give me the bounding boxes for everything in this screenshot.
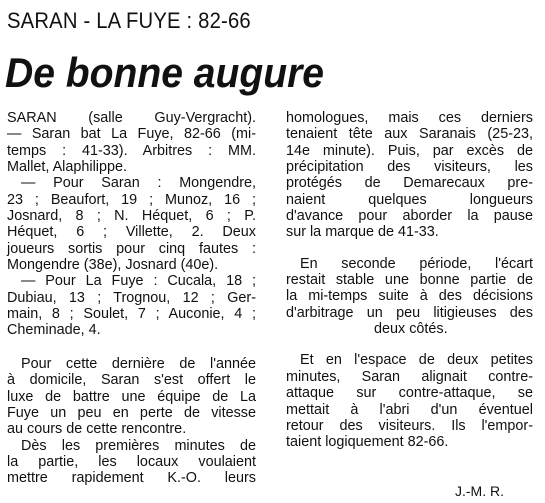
second-half-paragraph [286, 256, 533, 338]
text-line: Cheminade, 4. [7, 322, 101, 339]
headline: De bonne augure [5, 49, 325, 96]
text-line: Josnard, 8 ; N. Héquet, 6 ; P. [7, 208, 256, 225]
text-line: restait stable une bonne partie de [286, 272, 533, 289]
text-line: à domicile, Saran s'est offert le [7, 372, 256, 389]
left-column [7, 110, 256, 487]
text-line: minutes, Saran alignait contre- [286, 368, 533, 385]
body-paragraph [286, 110, 533, 241]
text-line: d'avance pour aborder la pause [286, 208, 533, 225]
text-line: retour des visiteurs. Ils l'empor- [286, 417, 533, 434]
text-line: naient quelques longueurs [286, 191, 533, 208]
text-line: au cours de cette rencontre. [7, 421, 187, 438]
right-column [286, 110, 533, 451]
text-line: taient logiquement 82-66. [286, 434, 449, 451]
kicker-line: SARAN - LA FUYE : 82-66 [7, 8, 251, 33]
text-line: luxe de battre une équipe de La [7, 388, 256, 405]
text-line: Et en l'espace de deux petites [300, 352, 533, 369]
text-line: main, 8 ; Soulet, 7 ; Auconie, 4 ; [7, 306, 256, 323]
text-line: 14e minute). Puis, par excès de [286, 142, 533, 159]
text-line: En seconde période, l'écart [300, 255, 533, 272]
text-line: Héquet, 6 ; Villette, 2. Deux [7, 224, 256, 241]
text-line: joueurs sortis pour cinq fautes : [7, 240, 256, 257]
text-line: homologues, mais ces derniers [286, 110, 533, 126]
text-line: — Pour La Fuye : Cucala, 18 ; [21, 273, 256, 290]
text-line: d'arbitrage un peu litigieuses des [286, 304, 533, 321]
text-line: mettait à l'abri d'un éventuel [286, 401, 533, 418]
text-line: Dès les premières minutes de [21, 437, 256, 454]
text-line: mettre rapidement K.-O. leurs [7, 470, 256, 487]
text-line: SARAN (salle Guy-Vergracht). [7, 110, 256, 126]
text-line: la mi-temps suite à des décisions [286, 288, 533, 305]
text-line: tenaient tête aux Saranais (25-23, [286, 126, 533, 143]
text-line: sur la marque de 41-33. [286, 224, 439, 241]
text-line: Pour cette dernière de l'année [21, 355, 256, 372]
closing-paragraph [286, 352, 533, 450]
text-line: Dubiau, 13 ; Trognou, 12 ; Ger- [7, 289, 256, 306]
text-line: — Pour Saran : Mongendre, [21, 175, 256, 192]
text-line: 23 ; Beaufort, 19 ; Munoz, 16 ; [7, 191, 256, 208]
text-line: Mongendre (38e), Josnard (40e). [7, 257, 219, 274]
text-line: deux côtés. [374, 321, 448, 338]
author-signature: J.-M. R. [455, 483, 504, 499]
body-paragraph [7, 438, 256, 487]
text-line: protégés de Demarecaux pre- [286, 175, 533, 192]
text-line: Mallet, Alaphilippe. [7, 159, 127, 176]
intro-paragraph [7, 356, 256, 438]
text-line: précipitation des visiteurs, les [286, 159, 533, 176]
results-paragraph [7, 110, 256, 339]
text-line: attaque sur contre-attaque, se [286, 385, 533, 402]
text-line: — Saran bat La Fuye, 82-66 (mi- [7, 126, 256, 143]
text-line: temps : 41-33). Arbitres : MM. [7, 142, 256, 159]
text-line: la partie, les locaux voulaient [7, 453, 256, 470]
text-line: Fuye un peu en perte de vitesse [7, 404, 256, 421]
